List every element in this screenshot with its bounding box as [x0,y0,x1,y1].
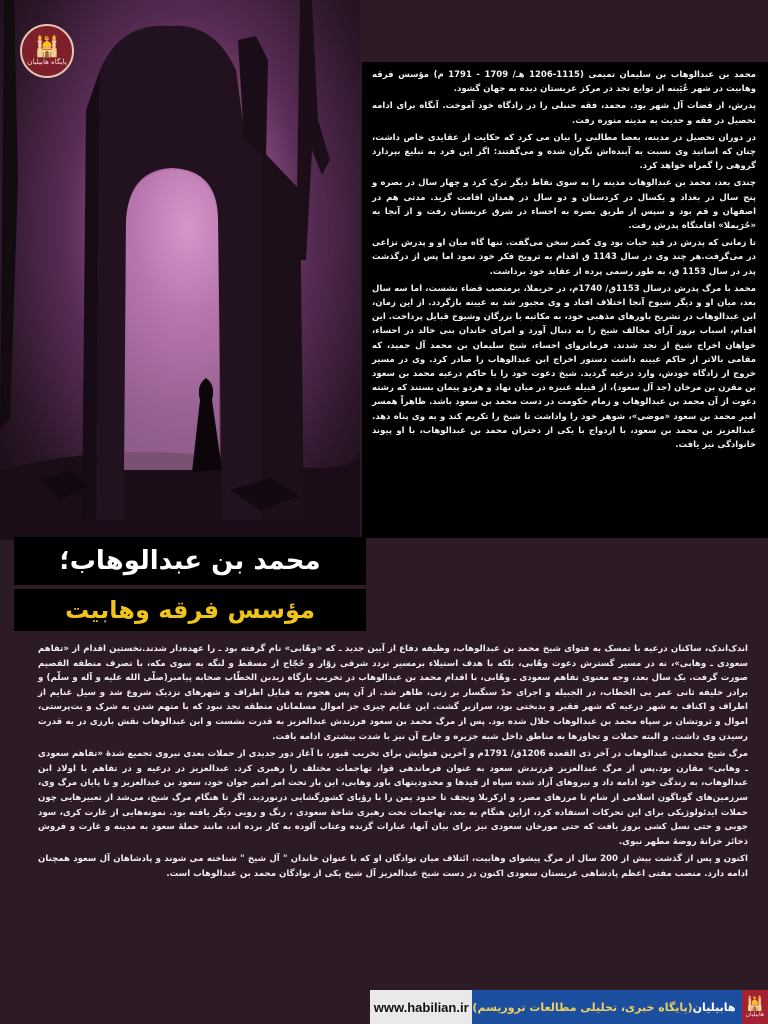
article-paragraph: اندک‌اندک، ساکنان درعیه با تمسک به فتوای شیخ محمد بن عبدالوهاب، وظیفه دفاع از آیین جدید ـ که «وهّابی» نام گرفته بود ـ را عهده‌دار شدند.نخستین اقدام از «تفاهم سعودی ـ وهابی»، نه در مسیر گسترش دعوت وهّابی، بلکه با هدف استیلاء برمسیر تردد شرقی زوّار و حُجّاج از مسقط و لنگه به سوی مکه، با تصرف منطقه القصیم صورت گرفت. یک سال بعد، وجه معنوی تفاهم سعودی ـ وهّابی، با اقدام محمد بن عبدالوهاب در تخریب بارگاه زیدبن الخطّاب صحابه پیامبر(صلّی الله علیه و آله و سلّم) و برادر خلیفه ثانی عمر بی الخطاب، در الجبیله و اجرای حدّ سنگسار بر زنی، ظاهر شد. از آن پس هجوم به قبایل اطراف و شهرهای نزدیک شروع شد و سیل غنایم از اطراف و اکناف به شهر درعیه که شهر فقیر و بدبختی بود، سرازیر گشت. این غنایم چیزی جز اموال مسلمانان منطقه نجد نبود که با متهم شدن به شرک و بت‌پرستی، اموال و ثروتشان بر سپاه محمد بن عبدالوهاب حلال شده بود. پس از مرگ محمد بن سعود فرزندش عبدالعزیز به قدرت نشست و ابن عبدالوهاب نقش بارزی در به قدرت رسیدن وی داشت. و البته حملات و تجاوزها به مناطق داخل شبه جزیره و خارج آن نیز با شدت بیشتری ادامه یافت. [38,644,748,742]
ruined-arch-illustration [0,0,360,540]
right-article-column [362,62,768,538]
footer-logo-text: هابیلیان [745,1010,765,1018]
dome-mosque-icon: 🕌 [746,995,764,1012]
emblem-label: پایگاه هابیلیان [27,57,67,66]
article-paragraph: در دوران تحصیل در مدینه، بعضا مطالبی را بیان می کرد که حکایت از عقایدی خاص داشت، چنان که اساتید وی نسبت به آینده‌اش نگران شده و می‌گفتند: اگر این فرد به تبلیغ بپردازد گروهی را گمراه خواهد کرد. [372,132,756,172]
article-paragraph: تا زمانی که پدرش در قید حیات بود وی کمتر سخن می‌گفت. تنها گاه میان او و پدرش نزاعی در می‌گرفت.هر چند وی در سال 1143 ق اقدام به ترویج فکر خود نمود اما پس از درگذشت پدر در سال 1153 ق، به طور رسمی پرده از عقاید خود برداشت. [372,238,757,277]
footer-bar [370,990,768,1024]
article-paragraph: چندی بعد، محمد بن عبدالوهاب مدینه را به سوی نقاط دیگر ترک کرد و چهار سال در بصره و پنج سال در بغداد و یکسال در کردستان و دو سال در همدان اقامت گزید. مدتی هم در اصفهان و قم بود و سپس از طریق بصره به احساء در شرق عربستان رفت و از آنجا به «حُرَیملا» اقامتگاه پدرش رفت. [372,178,756,232]
page-title: محمد بن عبدالوهاب؛ [14,537,366,585]
article-paragraph: محمد بن عبدالوهاب بن سلیمان تمیمی (1115-1206 هـ/ 1709 - 1791 م) مؤسس فرقه وهابیت در شهر عُیَینه از توابع نجد در مرکز عربستان دیده به جهان گشود. [372,70,756,95]
brand-tagline: (پایگاه خبری، تحلیلی مطالعات تروریسم) [472,1000,693,1014]
article-paragraph: اکنون و پس از گذشت بیش از 200 سال از مرگ پیشوای وهابیت، ائتلاف میان نوادگان او که با عنوان خاندان " آل شیخ " شناخته می شوند و پادشاهان آل سعود همچنان ادامه دارد. منصب مفتی اعظم پادشاهی عربستان سعودی اکنون در دست شیخ عبدالعزیز آل شیخ یکی از نوادگان محمد بن عبدالوهاب است. [38,854,748,879]
brand-name: هابیلیان [692,1000,736,1014]
lower-article-body [38,642,748,942]
footer-brand[interactable] [472,990,741,1024]
dome-mosque-icon: 🕌 [34,33,60,58]
hero-illustration [0,0,360,540]
article-paragraph: محمد با مرگ پدرش درسال 1153ق/ 1740م، در حریملا، برمنصب قضاء نشست، اما سه سال بعد، میان او و دیگر شیوخ آنجا اختلاف افتاد و وی مجبور شد به عیینه بازگردد. از این زمان، ابن عبدالوهاب در تشریح باورهای مذهبی خود، به مکاتبه با بزرگان وشیوخ قبایل پرداخت. این اقدام، اسباب بروز آرای مخالف شیخ را به دنبال آورد و امرای خاندان بنی خالد در احساء، خواهان اخراج شیخ از نجد شدند. فرمانروای احساء، شیخ سلیمان بن محمد آل حمید، که مقامی بالاتر از حاکم عیینه داشت دستور اخراج ابن عبدالوهاب را صادر کرد. وی در مسیر خروج از زادگاه خودش، وارد درعیه گردید. شیخ دعوت خود را با حاکم درعیه محمد بن سعود بن مقرن بن مرخان (جد آل سعود)، از قبیله عنیزه در میان نهاد و هردو پیمان بستند که رشته دعوت از آن محمد بن عبدالوهاب و زمام حکومت در دست محمد بن سعود باشد. ظاهراً همسر امیر محمد بن سعود «موضی»، شوهر خود را واداشت تا شیخ را تکریم کند و به وی پناه دهد. عبدالعزیز بن محمد بن سعود، با ازدواج با یکی از دختران محمد بن عبدالوهاب، با او پیوند خانوادگی نیز یافت. [372,283,756,451]
page-subtitle: مؤسس فرقه وهابیت [14,589,366,631]
habilian-emblem [20,24,74,78]
footer-logo [742,990,768,1024]
article-paragraph: پدرش، از قضات آل شهر بود. محمد، فقه حنبلی را در زادگاه خود آموخت. آنگاه برای ادامه تحصیل در فقه و حدیث به مدینه منوره رفت. [372,101,756,126]
article-paragraph: مرگ شیخ محمدبن عبدالوهاب در آخر ذی القعده 1206ق/ 1791م و آخرین فتوایش برای تخریب قبور، با آغاز دور جدیدی از حملات بعدی نیروی تجمیع شدهٔ «تفاهم سعودی ـ وهابی» مقارن بود.پس از مرگ عبدالعزیز فرزندش سعود به عنوان فرماندهی قوا، تهاجمات مختلف را رهبری کرد. عبدالعزیز در درعیه و در تفاهم با اولاد ابن عبدالوهاب، به زندگی خود ادامه داد و نیروهای آزاد شده سپاه از قیدها و محدودیتهای باور وهابی، این بار تحت امر امیر جوان خود، سعود بن عبدالعزیز و تا پایان مرگ وی، سرزمین‌های گوناگون اسلامی از شام تا مرزهای مصر، و ازکربلا ونجف تا حدود یمن را با رؤیای کشورگشایی درنوردید. اگر تا هنگام مرگ شیخ، می‌شد از تعبیرهایی چون حملات ایدئولوژیکی برای این تحرکات استفاده کرد، ازاین هنگام به بعد، تهاجمات تحت رهبری شاخهٔ سعودی ، رنگ و رویی دیگر یافته بود. نمونه‌هایی از غارت کری، سود جویی و حتی نسل کشی بروز یافت که حتی مورخان سعودی نیز برای بیان آنها، عبارات گزنده وعتاب آلوده به کار برده اند، مانند حملهٔ سعود به مدینه و غارت و فروش ذخائر خزانهٔ روضهٔ مطهر نبوی. [38,749,748,847]
website-link[interactable]: www.habilian.ir [370,990,472,1024]
